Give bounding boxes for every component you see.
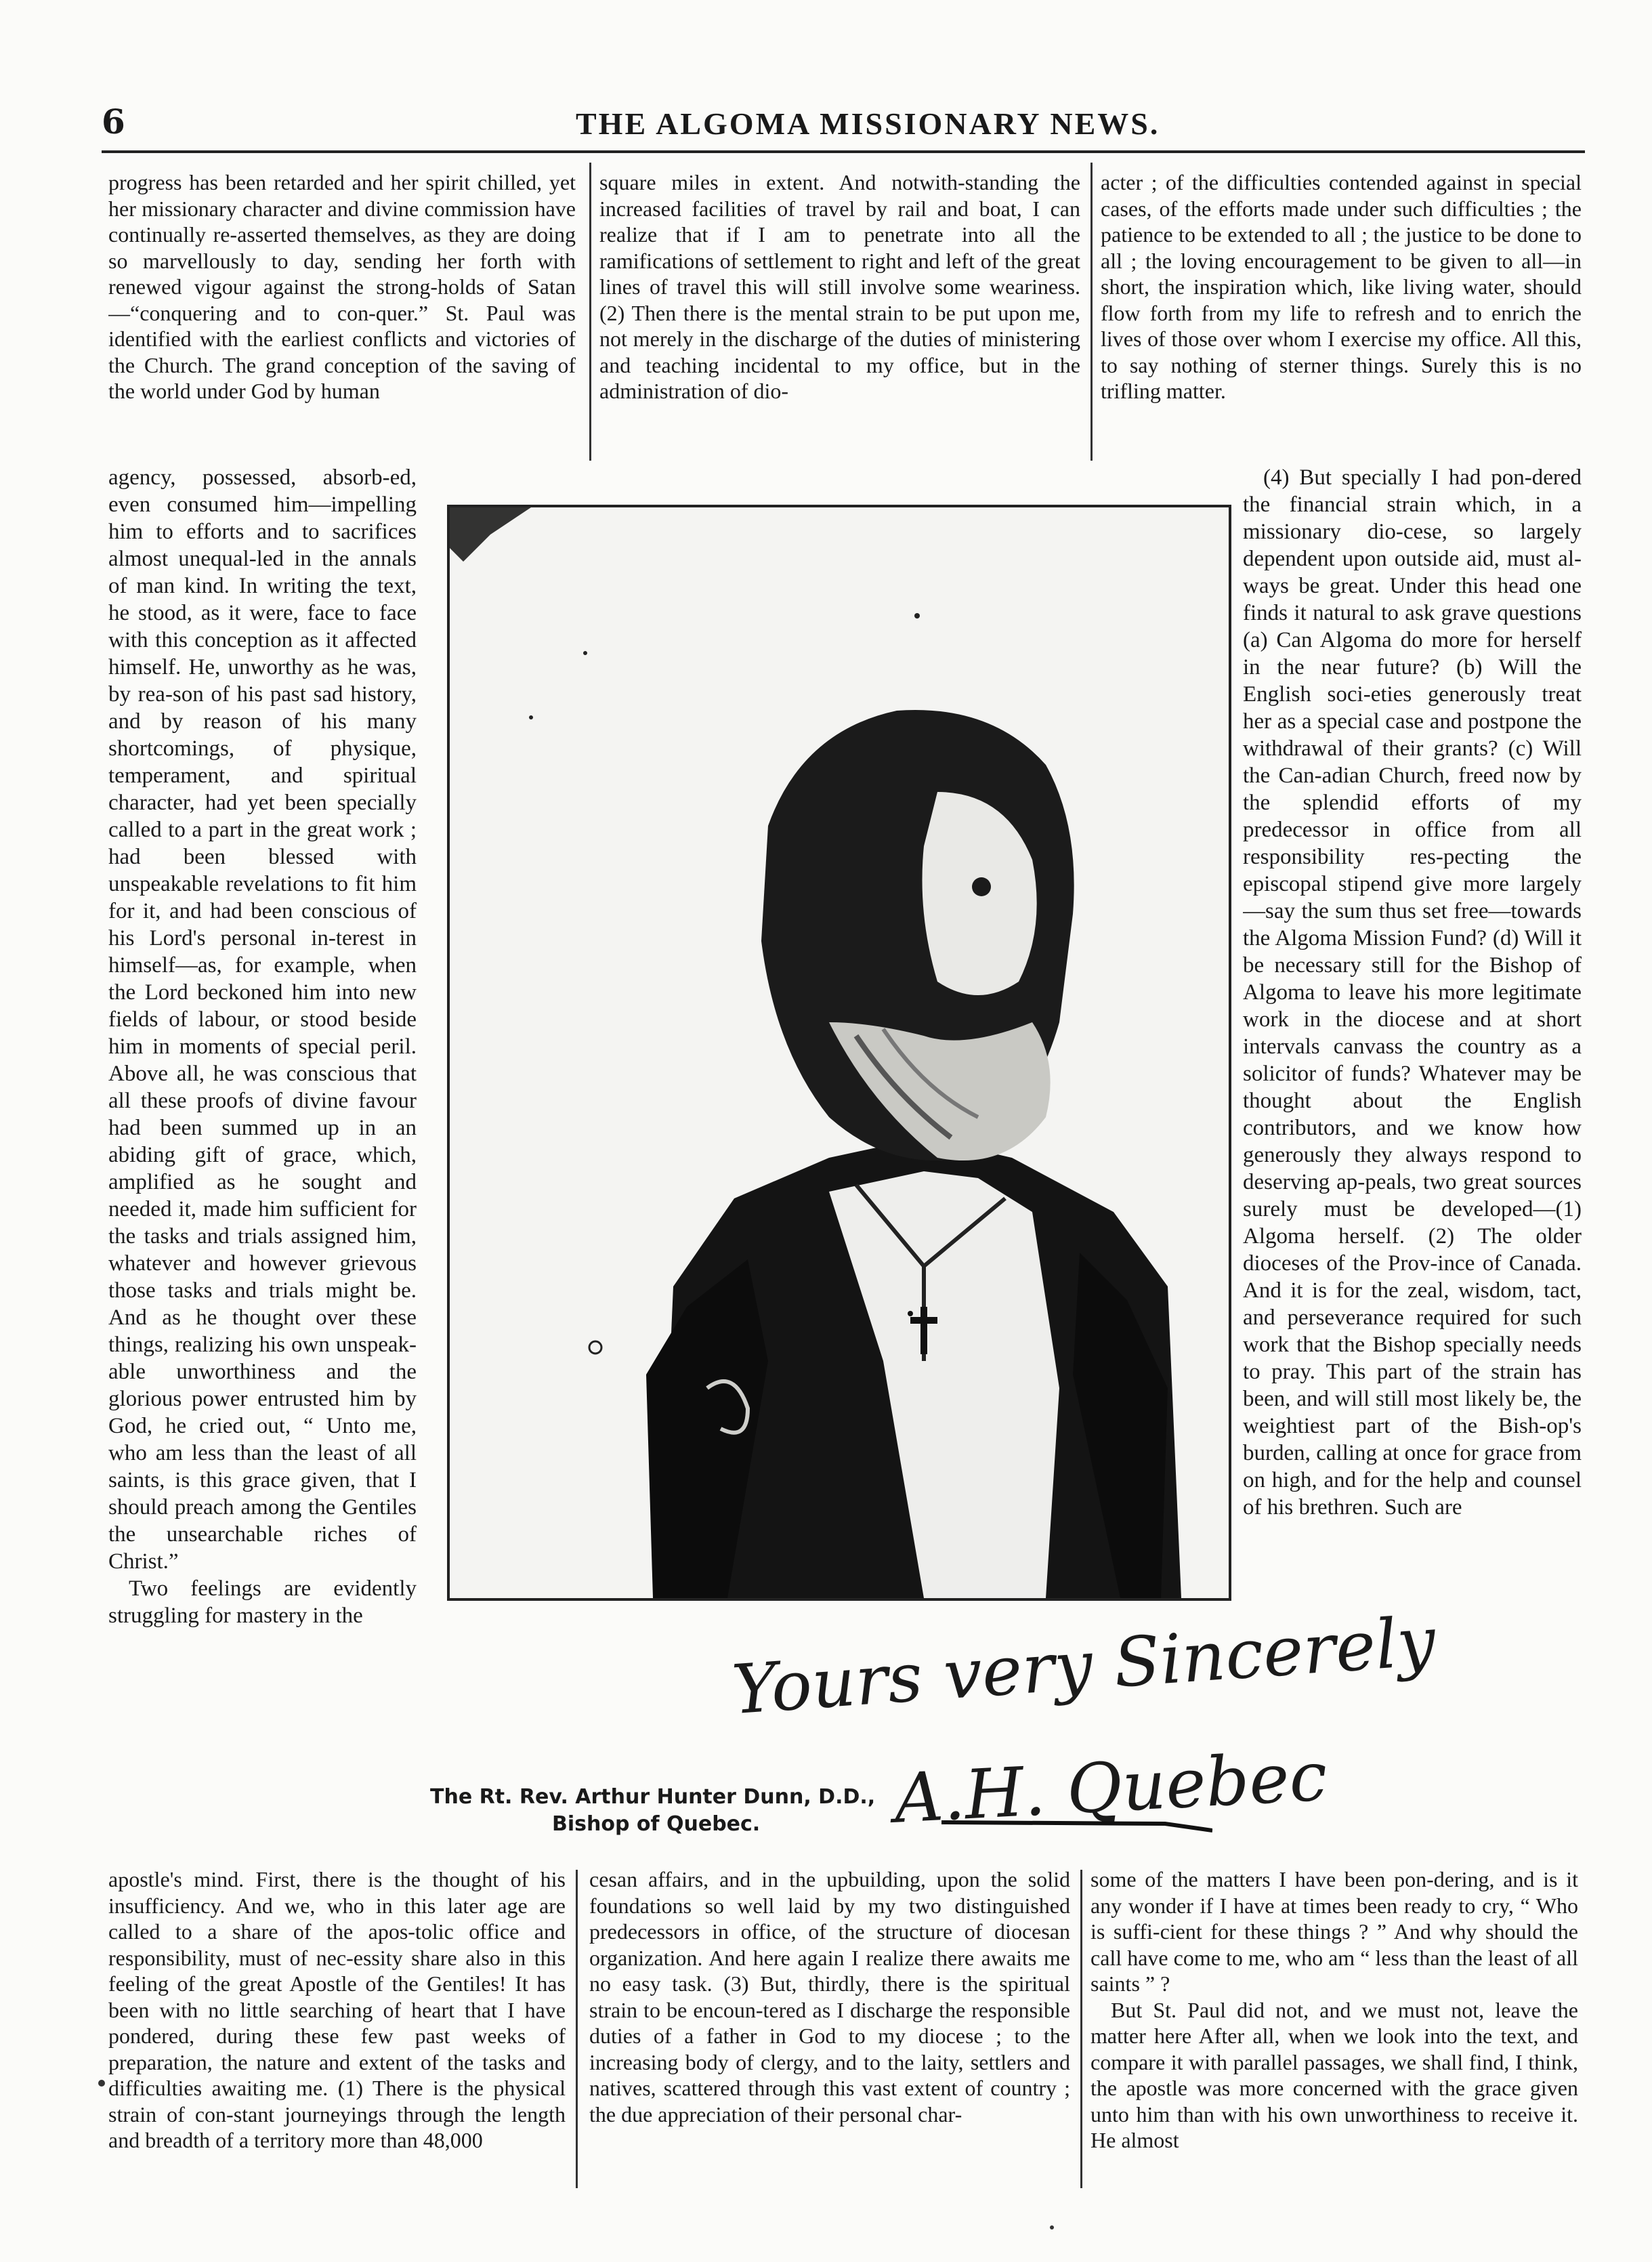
- paragraph: some of the matters I have been pon-dering, and is it any wonder if I have at times been ready to cry, “ Who is suffi-cient for these things ? ” And why should the call have come to me, who am “ less than the least of all saints ” ?: [1090, 1867, 1578, 1996]
- column-2-top: [599, 169, 1080, 461]
- column-3-bottom: [1090, 1866, 1578, 2185]
- column-divider-1-bottom: [576, 1870, 578, 2188]
- column-divider-2-bottom: [1080, 1870, 1082, 2188]
- paragraph: apostle's mind. First, there is the thought of his insufficiency. And we, who in this later age are called to a share of the apos-tolic office and responsibility, must of nec-essity share also in this feeling of the great Apostle of the Gentiles! It has been with no little searching of heart that I have pondered, during these few past weeks of preparation, the nature and extent of the tasks and difficulties awaiting me. (1) There is the physical strain of con-stant journeyings through the length and breadth of a territory more than 48,000: [108, 1867, 566, 2152]
- column-3-top: [1101, 169, 1582, 461]
- paragraph: square miles in extent. And notwith-standing the increased facilities of travel by rail and boat, I can realize that if I am to penetrate into all the ramifications of settlement to right and left of the great lines of travel this will still involve some weariness. (2) Then there is the mental strain to be put upon me, not merely in the discharge of the duties of ministering and teaching incidental to my office, but in the administration of dio-: [599, 170, 1080, 403]
- signature-line-1: Yours very Sincerely: [729, 1601, 1438, 1730]
- header-rule: [102, 150, 1585, 153]
- column-divider-2-top: [1090, 163, 1093, 461]
- paragraph: agency, possessed, absorb-ed, even consumed him—impelling him to efforts and to sacrifices almost unequal-led in the annals of man kind. In writing the text, he stood, as it were, face to face with this conception as it affected himself. He, unworthy as he was, by rea-son of his past sad history, and by reason of his many shortcomings, of physique, temperament, and spiritual character, had yet been specially called to a part in the great work ; had been blessed with unspeakable revelations to fit him for it, and had been conscious of his Lord's personal in-terest in himself—as, for example, when the Lord beckoned him into new fields of labour, or stood beside him in moments of special peril. Above all, he was conscious that all these proofs of divine favour had been summed up in an abiding gift of grace, which, amplified as he sought and needed it, made him sufficient for the tasks and trials assigned him, whatever and however grievous those tasks and trials might be. And as he thought over these things, realizing his own unspeak-able unworthiness and the glorious power entrusted him by God, he cried out, “ Unto me, who am less than the least of all saints, is this grace given, that I should preach among the Gentiles the unsearchable riches of Christ.”: [108, 465, 417, 1574]
- column-divider-1-top: [589, 163, 591, 461]
- page-header: [102, 102, 1585, 156]
- paragraph: acter ; of the difficulties contended against in special cases, of the efforts made under such difficulties ; the patience to be extended to all ; the justice to be done to all ; the loving encouragement to be given to all—in short, the inspiration which, like living water, should flow forth from my life to refresh and to enrich the lives of those over whom I exercise my office. All this, to say nothing of sterner things. Surely this is no trifling matter.: [1101, 170, 1582, 403]
- journal-title: THE ALGOMA MISSIONARY NEWS.: [576, 106, 1160, 141]
- portrait-image: [450, 507, 1229, 1598]
- column-1-top: [108, 169, 576, 461]
- paragraph: progress has been retarded and her spirit chilled, yet her missionary character and divine commission have continually re-asserted themselves, as they are doing so marvellously to day, sending her forth with renewed vigour against the strong-holds of Satan—“conquering and to con-quer.” St. Paul was identified with the earliest conflicts and victories of the Church. The grand conception of the saving of the world under God by human: [108, 170, 576, 403]
- bishop-portrait: [447, 505, 1231, 1601]
- paragraph: cesan affairs, and in the upbuilding, upon the solid foundations so well laid by my two distinguished predecessors in office, of the structure of diocesan organization. And here again I realize there awaits me no easy task. (3) But, thirdly, there is the spiritual strain to be encoun-tered as I discharge the responsible duties of a father in God to my diocese ; to the increasing body of clergy, and to the laity, settlers and natives, scattered through this vast extent of country ; the due appreciation of their personal char-: [589, 1867, 1070, 2127]
- paragraph: (4) But specially I had pon-dered the financial strain which, in a missionary dio-cese, so largely dependent upon outside aid, must al-ways be great. Under this head one finds it natural to ask grave questions (a) Can Algoma do more for herself in the near future? (b) Will the English soci-eties generously treat her as a special case and postpone the withdrawal of their grants? (c) Will the Can-adian Church, freed now by the splendid efforts of my predecessor in office from all responsibility res-pecting the episcopal stipend give more largely—say the sum thus set free—towards the Algoma Mission Fund? (d) Will it be necessary still for the Bishop of Algoma to leave his more legitimate work in the diocese and at short intervals canvass the country as a solicitor of funds? Whatever may be thought about the English contributors, and we know how generously they always respond to deserving ap-peals, two great sources surely must be developed—(1) Algoma herself. (2) The older dioceses of the Prov-ince of Canada. And it is for the zeal, wisdom, tact, and perseverance required for such work that the Bishop specially needs to pray. This part of the strain has been, and will still most likely be, the weightiest part of the Bish-op's burden, calling at once for grace from on high, and for the help and counsel of his brethren. Such are: [1243, 465, 1582, 1520]
- paragraph: But St. Paul did not, and we must not, leave the matter here After all, when we look into the text, and compare it with parallel passages, we shall find, I think, the apostle was more concerned with the grace given unto him than with his own unworthiness to receive it. He almost: [1090, 1997, 1578, 2152]
- column-2-bottom: [589, 1866, 1070, 2185]
- margin-speck: [98, 2080, 105, 2087]
- signature-flourish: [941, 1809, 1212, 1836]
- column-1-narrow: [108, 464, 417, 1863]
- column-1-bottom: [108, 1866, 566, 2185]
- portrait-caption-title: Bishop of Quebec.: [552, 1812, 761, 1836]
- margin-speck: [1050, 2225, 1054, 2229]
- paragraph: Two feelings are evidently struggling for mastery in the: [108, 1576, 417, 1628]
- page-number: 6: [102, 102, 125, 142]
- signature-line-2: A.H. Quebec: [892, 1736, 1330, 1839]
- portrait-caption-name: The Rt. Rev. Arthur Hunter Dunn, D.D.,: [430, 1785, 876, 1809]
